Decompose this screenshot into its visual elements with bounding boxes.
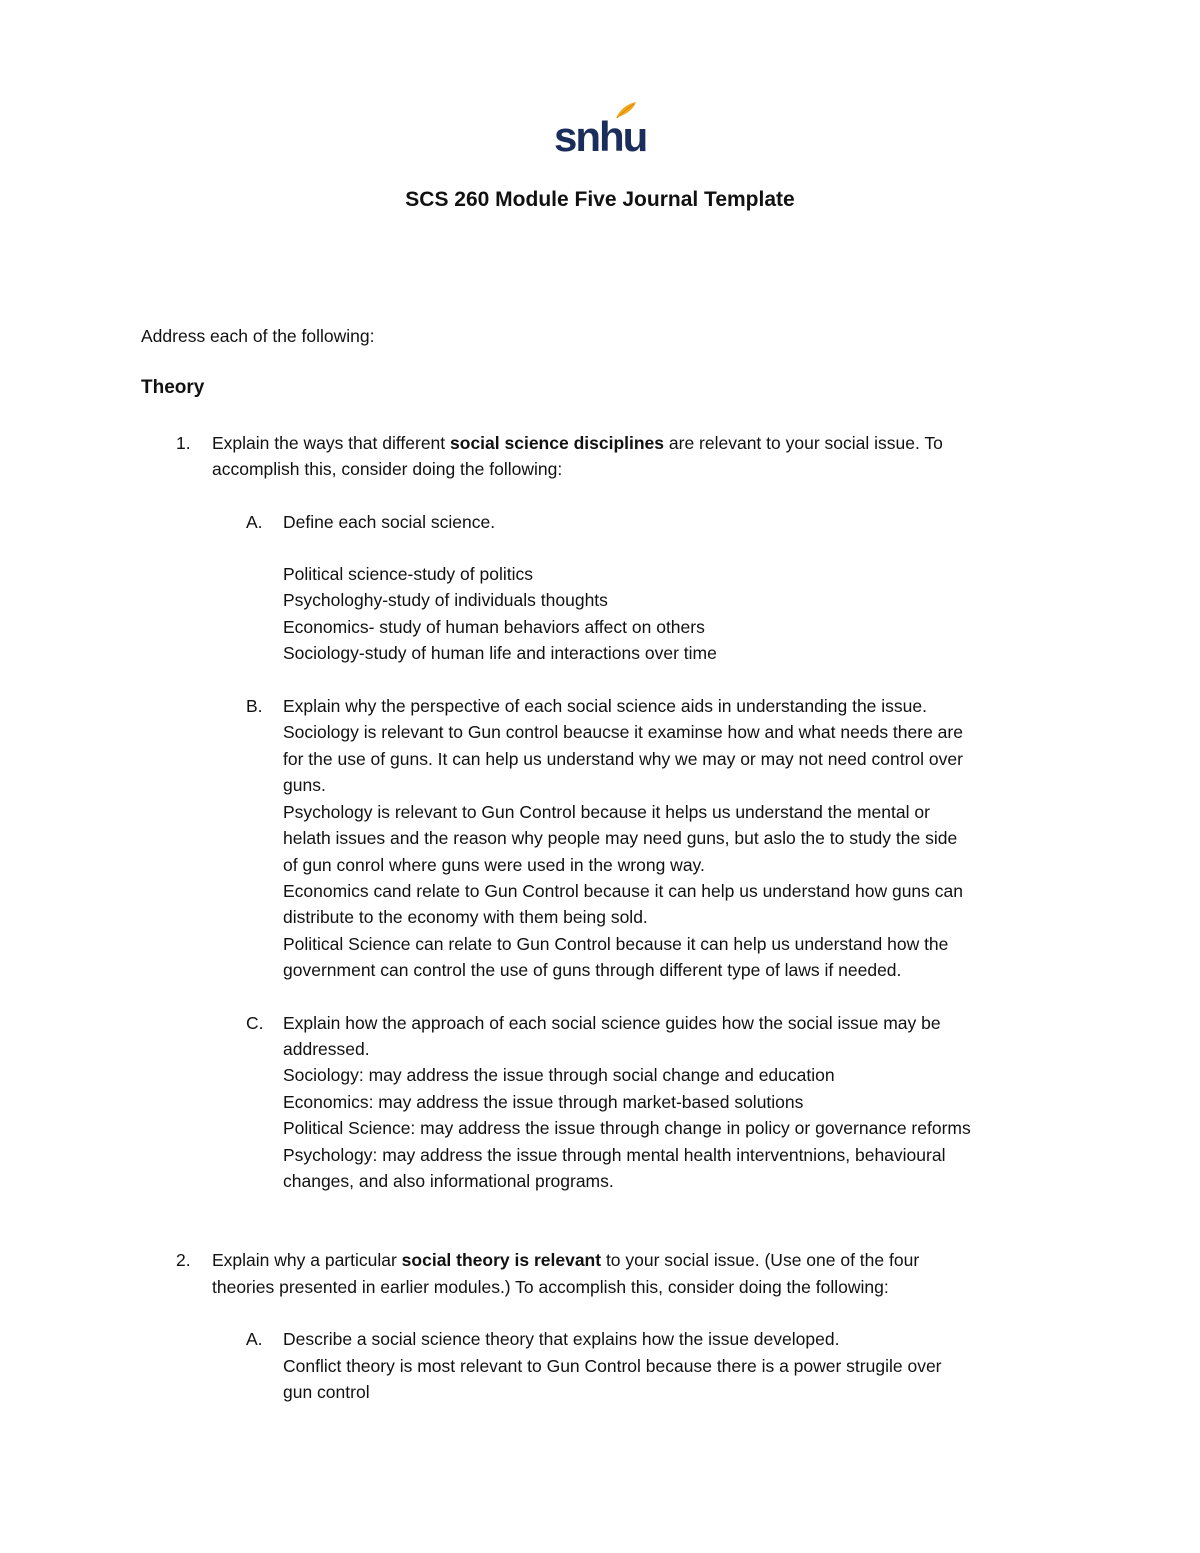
q1-line1-pre: Explain the ways that different: [212, 433, 451, 453]
q1c-answer-2: Economics: may address the issue through market-based solutions: [283, 1092, 804, 1112]
q1b-answer-1: Sociology is relevant to Gun control beaucse it examinse how and what needs there are: [283, 722, 963, 742]
snhu-logo: [554, 100, 647, 164]
q1b-answer-3: guns.: [283, 775, 326, 795]
q1c-answer-4: Psychology: may address the issue through mental health interventnions, behavioural: [283, 1145, 946, 1165]
q1-number: 1.: [176, 433, 191, 453]
section-heading: Theory: [141, 377, 205, 398]
q2a-answer-2: gun control: [283, 1382, 370, 1402]
q1c-marker: C.: [246, 1013, 264, 1033]
q1b-answer-6: of gun conrol where guns were used in the wrong way.: [283, 855, 705, 875]
logo-wordmark: snhu: [554, 113, 647, 160]
q2-line1: [212, 1247, 919, 1273]
q1b-answer-8: distribute to the economy with them being sold.: [283, 907, 648, 927]
q1a-marker: A.: [246, 512, 263, 532]
q1a-prompt: Define each social science.: [283, 512, 496, 532]
q1-line1-post: are relevant to your social issue. To: [664, 433, 943, 453]
page-title: SCS 260 Module Five Journal Template: [405, 188, 795, 211]
q2-line2: theories presented in earlier modules.) To accomplish this, consider doing the following:: [212, 1277, 889, 1297]
q1a-answer-1: Political science-study of politics: [283, 564, 533, 584]
q1b-answer-9: Political Science can relate to Gun Control because it can help us understand how the: [283, 934, 949, 954]
q1c-answer-1: Sociology: may address the issue through social change and education: [283, 1065, 835, 1085]
q1c-prompt-line1: Explain how the approach of each social science guides how the social issue may be: [283, 1013, 941, 1033]
q1b-marker: B.: [246, 696, 263, 716]
q1-line1: [212, 430, 943, 456]
q2a-prompt: Describe a social science theory that explains how the issue developed.: [283, 1329, 840, 1349]
intro-text: Address each of the following:: [141, 326, 375, 346]
q1a-answer-3: Economics- study of human behaviors affect on others: [283, 617, 705, 637]
q1c-answer-3: Political Science: may address the issue through change in policy or governance reforms: [283, 1118, 971, 1138]
q1a-answer-4: Sociology-study of human life and interactions over time: [283, 643, 717, 663]
q1-line2: accomplish this, consider doing the following:: [212, 459, 563, 479]
q1c-answer-5: changes, and also informational programs.: [283, 1171, 614, 1191]
q1b-answer-7: Economics cand relate to Gun Control because it can help us understand how guns can: [283, 881, 963, 901]
q2-number: 2.: [176, 1250, 191, 1270]
q2a-answer-1: Conflict theory is most relevant to Gun Control because there is a power strugile over: [283, 1356, 942, 1376]
q1b-prompt: Explain why the perspective of each social science aids in understanding the issue.: [283, 696, 927, 716]
q2a-marker: A.: [246, 1329, 263, 1349]
q1-line1-bold: social science disciplines: [450, 433, 665, 453]
q1a-answer-2: Psychologhy-study of individuals thoughts: [283, 590, 608, 610]
q1b-answer-2: for the use of guns. It can help us understand why we may or may not need control over: [283, 749, 963, 769]
q1b-answer-10: government can control the use of guns through different type of laws if needed.: [283, 960, 902, 980]
q1b-answer-5: helath issues and the reason why people may need guns, but aslo the to study the side: [283, 828, 958, 848]
q2-line1-bold: social theory is relevant: [401, 1250, 602, 1270]
q1b-answer-4: Psychology is relevant to Gun Control because it helps us understand the mental or: [283, 802, 930, 822]
q1c-prompt-line2: addressed.: [283, 1039, 370, 1059]
q2-line1-post: to your social issue. (Use one of the four: [601, 1250, 920, 1270]
q2-line1-pre: Explain why a particular: [212, 1250, 402, 1270]
